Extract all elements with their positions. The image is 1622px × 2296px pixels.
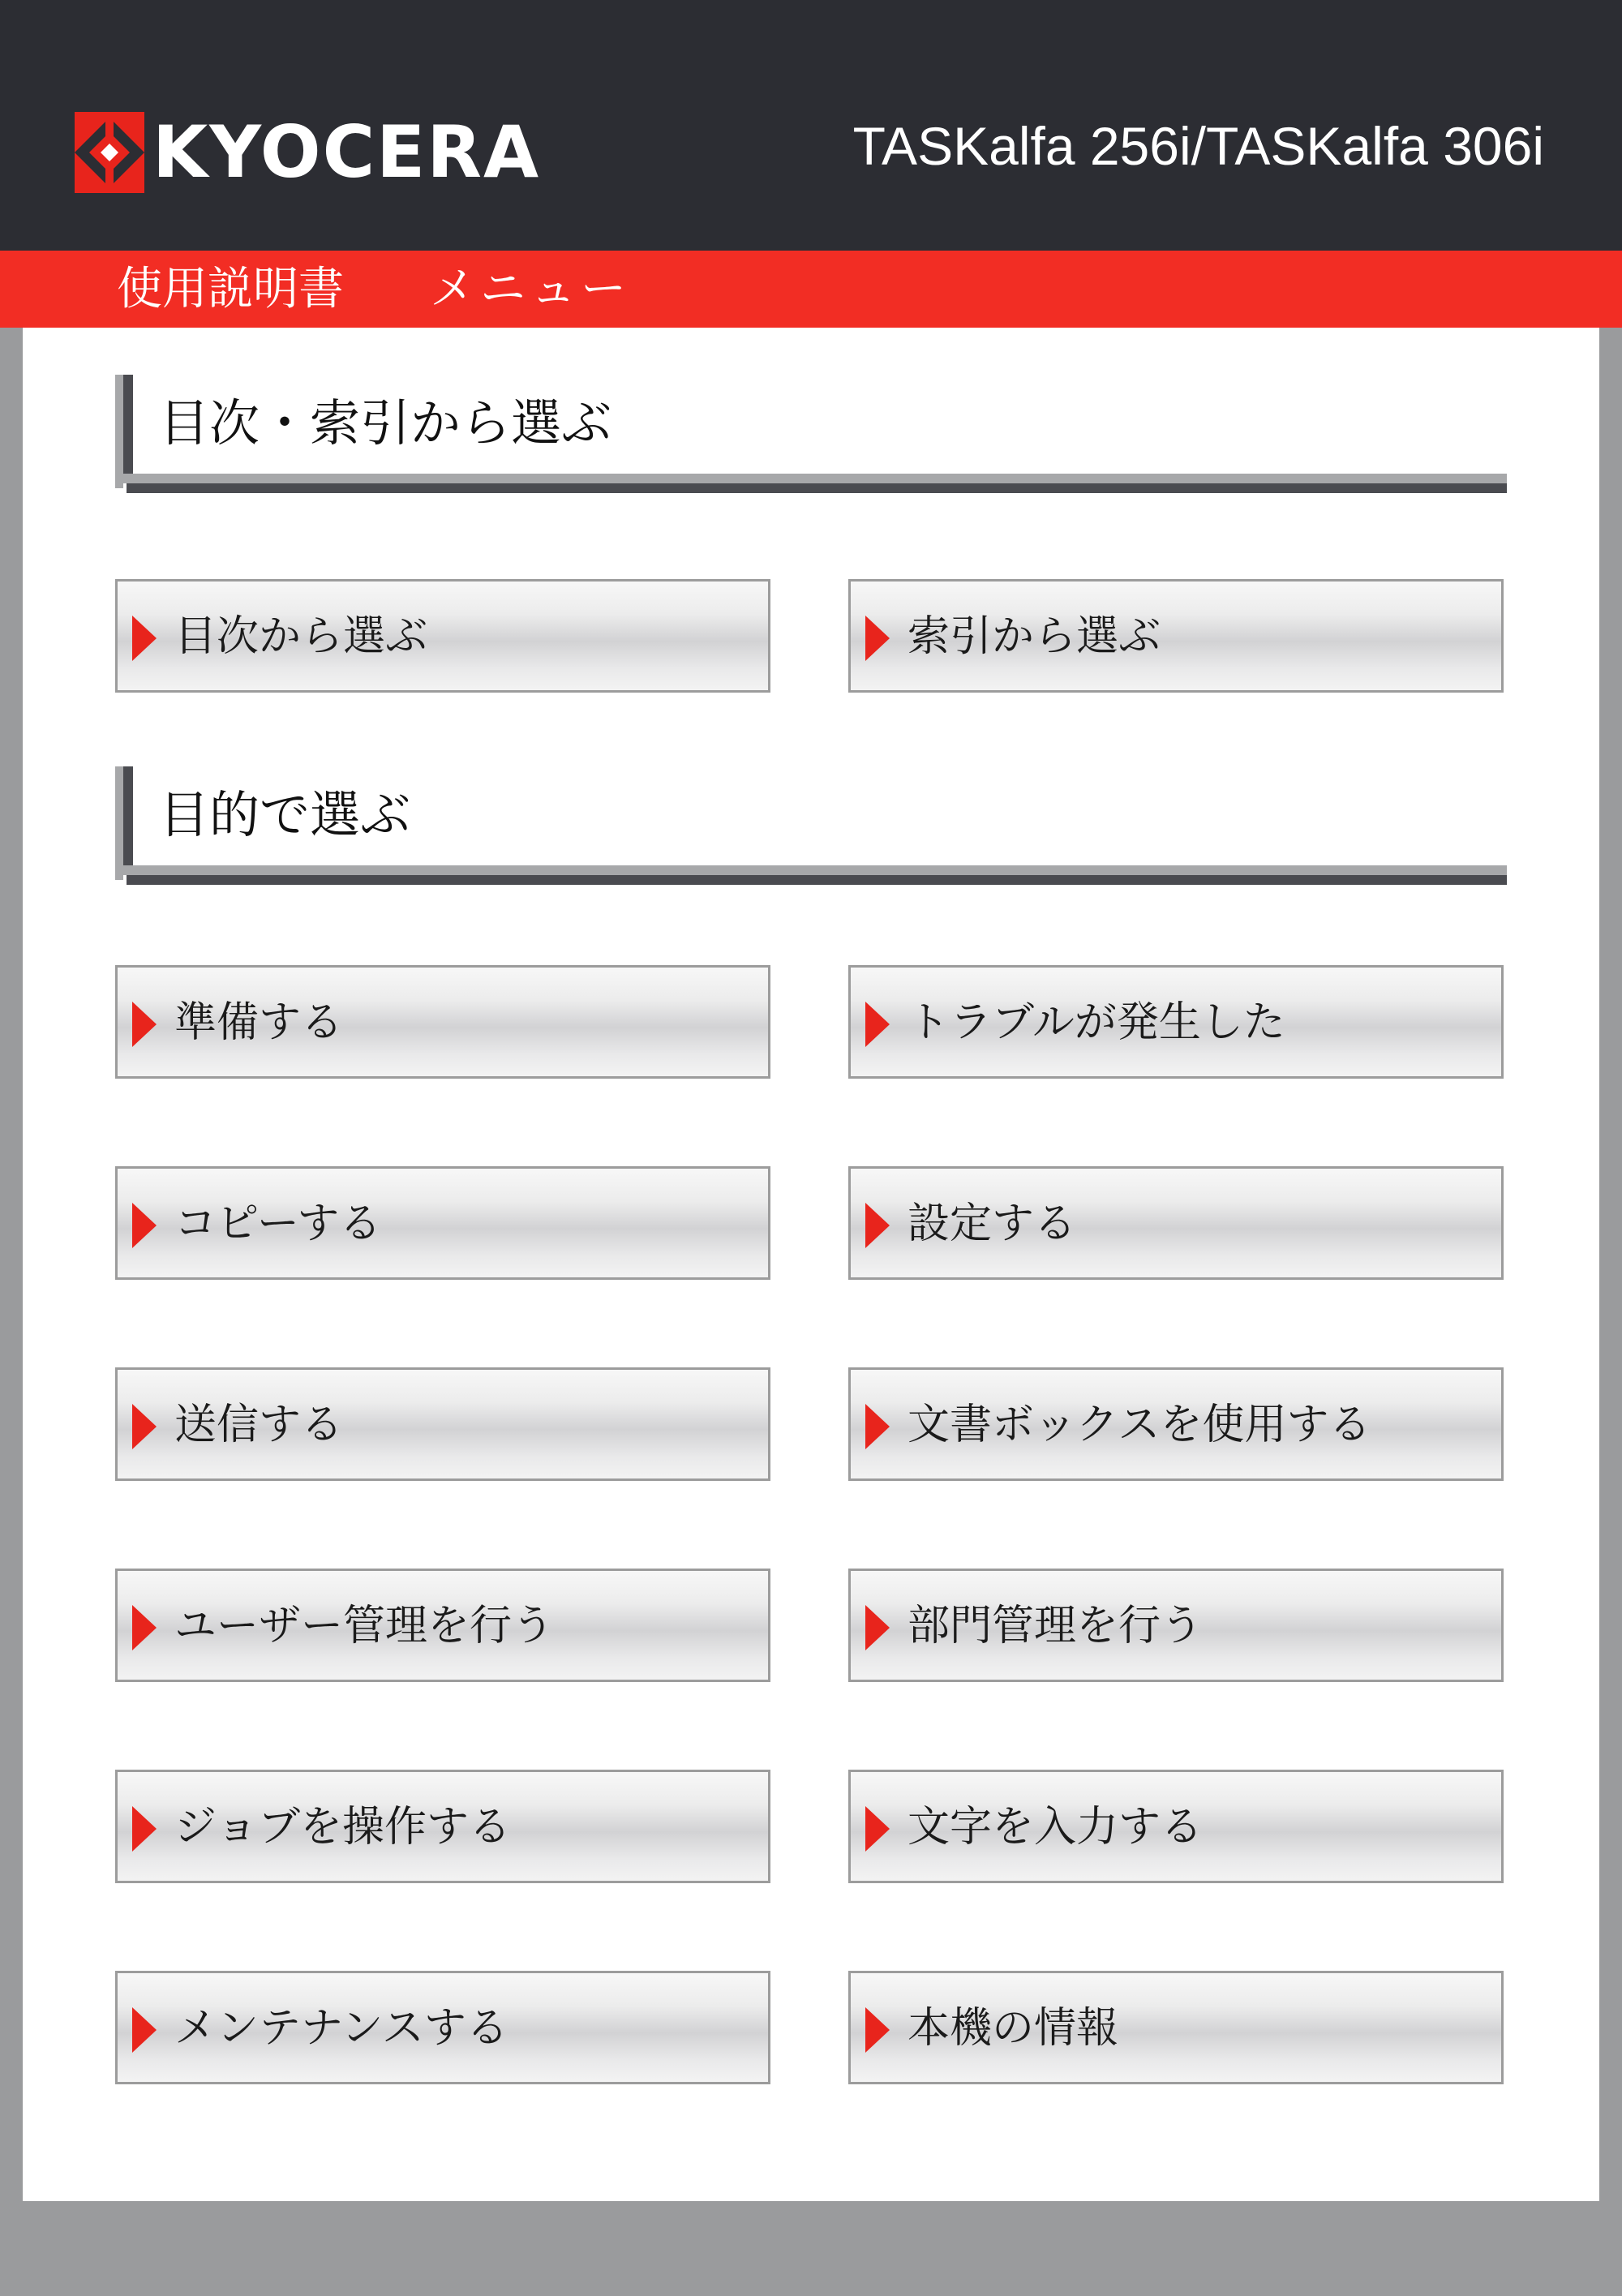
model-name: TASKalfa 256i/TASKalfa 306i <box>852 116 1544 176</box>
button-label: 索引から選ぶ <box>908 612 1161 661</box>
button-label: コピーする <box>174 1199 382 1248</box>
copy-button[interactable] <box>115 1166 770 1280</box>
section-decoration <box>115 375 123 488</box>
toc-button[interactable] <box>115 579 770 693</box>
menu-title: メニュー <box>430 263 631 315</box>
settings-button[interactable] <box>848 1166 1504 1280</box>
button-label: トラブルが発生した <box>908 998 1285 1047</box>
section-title: 目的で選ぶ <box>159 785 411 844</box>
send-button[interactable] <box>115 1367 770 1481</box>
section-decoration <box>115 474 1507 483</box>
button-label: ユーザー管理を行う <box>174 1602 555 1650</box>
right-frame <box>1599 328 1622 2201</box>
button-label: メンテナンスする <box>174 2004 508 2053</box>
job-accounting-button[interactable] <box>848 1569 1504 1682</box>
left-frame <box>0 328 23 2201</box>
button-label: 本機の情報 <box>908 2004 1119 2053</box>
index-button[interactable] <box>848 579 1504 693</box>
arrow-right-icon <box>132 1404 157 1449</box>
section-header-index <box>115 375 1507 500</box>
button-label: 設定する <box>908 1199 1077 1248</box>
button-label: 送信する <box>174 1401 344 1449</box>
troubleshooting-button[interactable] <box>848 965 1504 1079</box>
arrow-right-icon <box>865 2007 890 2053</box>
section-header-purpose <box>115 766 1507 891</box>
brand-name: KYOCERA <box>152 110 541 194</box>
section-decoration <box>115 865 1507 875</box>
arrow-right-icon <box>132 1002 157 1047</box>
button-label: 文字を入力する <box>908 1803 1204 1852</box>
arrow-right-icon <box>865 1002 890 1047</box>
section-decoration <box>115 766 123 880</box>
arrow-right-icon <box>132 1806 157 1852</box>
arrow-right-icon <box>132 1203 157 1248</box>
machine-info-button[interactable] <box>848 1971 1504 2084</box>
arrow-right-icon <box>865 1605 890 1650</box>
section-decoration <box>123 375 133 482</box>
button-label: ジョブを操作する <box>174 1803 511 1852</box>
section-decoration <box>127 875 1507 885</box>
button-label: 準備する <box>174 998 344 1047</box>
document-box-button[interactable] <box>848 1367 1504 1481</box>
text-entry-button[interactable] <box>848 1770 1504 1883</box>
section-decoration <box>127 483 1507 493</box>
header <box>0 0 1622 251</box>
button-label: 目次から選ぶ <box>174 612 428 661</box>
arrow-right-icon <box>132 1605 157 1650</box>
section-title: 目次・索引から選ぶ <box>159 393 612 453</box>
kyocera-logo-icon <box>75 112 144 193</box>
arrow-right-icon <box>865 1404 890 1449</box>
title-bar <box>0 251 1622 328</box>
maintenance-button[interactable] <box>115 1971 770 2084</box>
footer-bar <box>0 2201 1622 2296</box>
button-label: 文書ボックスを使用する <box>908 1401 1371 1449</box>
prepare-button[interactable] <box>115 965 770 1079</box>
manual-title: 使用説明書 <box>117 263 344 315</box>
button-label: 部門管理を行う <box>908 1602 1204 1650</box>
arrow-right-icon <box>132 616 157 661</box>
section-decoration <box>123 766 133 873</box>
arrow-right-icon <box>132 2007 157 2053</box>
arrow-right-icon <box>865 1806 890 1852</box>
arrow-right-icon <box>865 1203 890 1248</box>
job-operation-button[interactable] <box>115 1770 770 1883</box>
kyocera-logo[interactable] <box>75 112 540 193</box>
user-management-button[interactable] <box>115 1569 770 1682</box>
arrow-right-icon <box>865 616 890 661</box>
